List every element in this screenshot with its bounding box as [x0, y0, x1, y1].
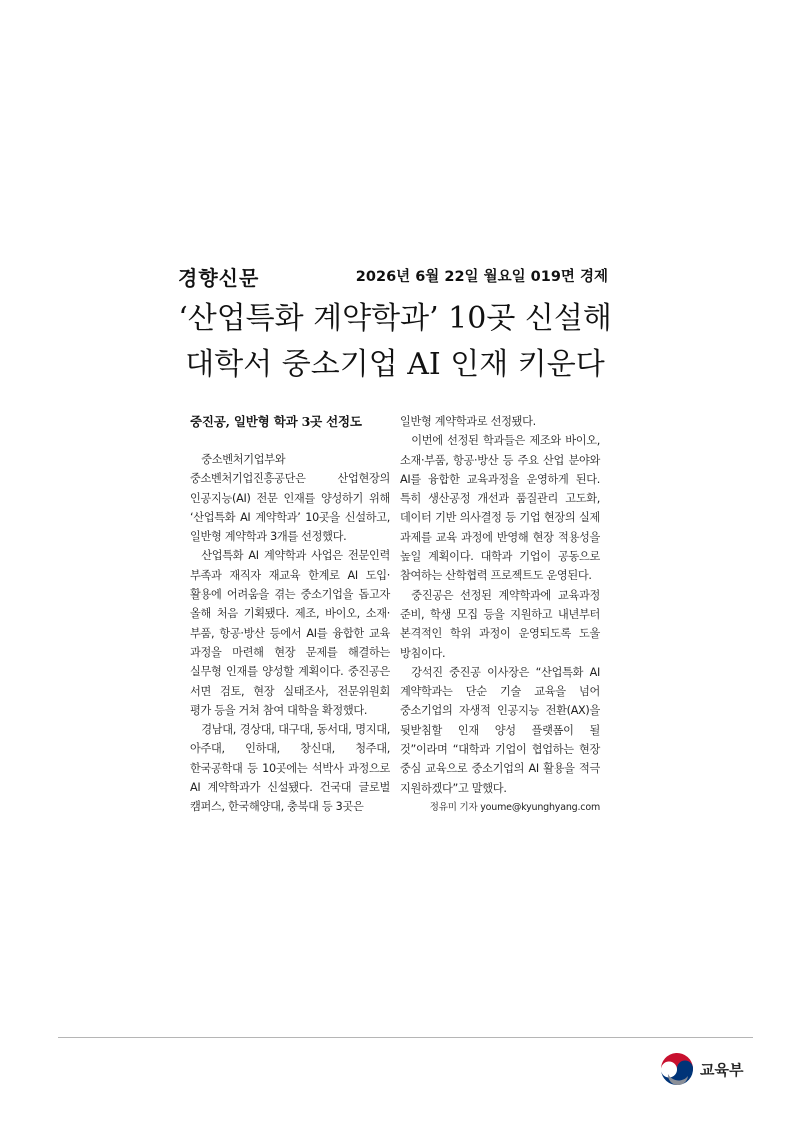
ministry-name: 교육부	[700, 1061, 744, 1079]
article-paragraph: 이번에 선정된 학과들은 제조와 바이오, 소재·부품, 항공·방산 등 주요 산업 분야와 AI를 융합한 교육과정을 운영하게 된다. 특히 생산공정 개선과 품질관리 고도화, 데이터 기반 의사결정 등 기업 현장의 실제 과제를 교육 과정에 반영해 현장 적용성을 높일 계획이다. 대학과 기업이 공동으로 참여하는 산학협력 프로젝트도 운영된다.	[400, 434, 600, 583]
headline-line-1: ‘산업특화 계약학과’ 10곳 신설해	[178, 301, 612, 336]
ministry-logo	[658, 1050, 768, 1088]
article-subhead: 중진공, 일반형 학과 3곳 선정도	[190, 414, 362, 429]
article-paragraph: 강석진 중진공 이사장은 “산업특화 AI 계약학과는 단순 기술 교육을 넘어 중소기업의 자생적 인공지능 전환(AX)을 뒷받침할 인재 양성 플랫폼이 될 것”이라며 “대학과 기업이 협업하는 현장 중심 교육으로 중소기업의 AI 활용을 적극 지원하겠다”고 말했다.	[400, 665, 600, 795]
article-paragraph: 경남대, 경상대, 대구대, 동서대, 명지대, 아주대, 인하대, 창신대, 청주대, 한국공학대 등 10곳에는 석박사 과정으로 AI 계약학과가 신설됐다. 건국대 글로벌 캠퍼스, 한국해양대, 충북대 등 3곳은	[190, 723, 390, 814]
article-column-right	[400, 412, 600, 816]
headline-line-2: 대학서 중소기업 AI 인재 키운다	[185, 347, 605, 382]
article-paragraph: 일반형 계약학과로 선정됐다.	[400, 415, 536, 428]
footer-divider	[58, 1037, 753, 1038]
newspaper-name: 경향신문	[178, 266, 260, 290]
article-paragraph: 중진공은 선정된 계약학과에 교육과정 준비, 학생 모집 등을 지원하고 내년부터 본격적인 학위 과정이 운영되도록 도울 방침이다.	[400, 588, 600, 660]
edition-info: 2026년 6월 22일 월요일 019면 경제	[355, 269, 608, 285]
masthead	[178, 262, 608, 292]
article-paragraph: 중소벤처기업부와 중소벤처기업진흥공단은 산업현장의 인공지능(AI) 전문 인재를 양성하기 위해 ‘산업특화 AI 계약학과’ 10곳을 신설하고, 일반형 계약학과 3개를 선정했다.	[190, 453, 390, 544]
article-column-left	[190, 412, 390, 817]
taegeuk-logo-icon	[658, 1050, 696, 1088]
article-paragraph: 산업특화 AI 계약학과 사업은 전문인력 부족과 재직자 재교육 한계로 AI 도입·활용에 어려움을 겪는 중소기업을 돕고자 올해 처음 기획됐다. 제조, 바이오, 소재·부품, 항공·방산 등에서 AI를 융합한 교육 과정을 마련해 현장 문제를 해결하는 실무형 인재를 양성할 계획이다. 중진공은 서면 검토, 현장 실태조사, 전문위원회 평가 등을 거쳐 참여 대학을 확정했다.	[190, 549, 390, 717]
article-byline: 정유미 기자 youme@kyunghyang.com	[429, 801, 600, 813]
